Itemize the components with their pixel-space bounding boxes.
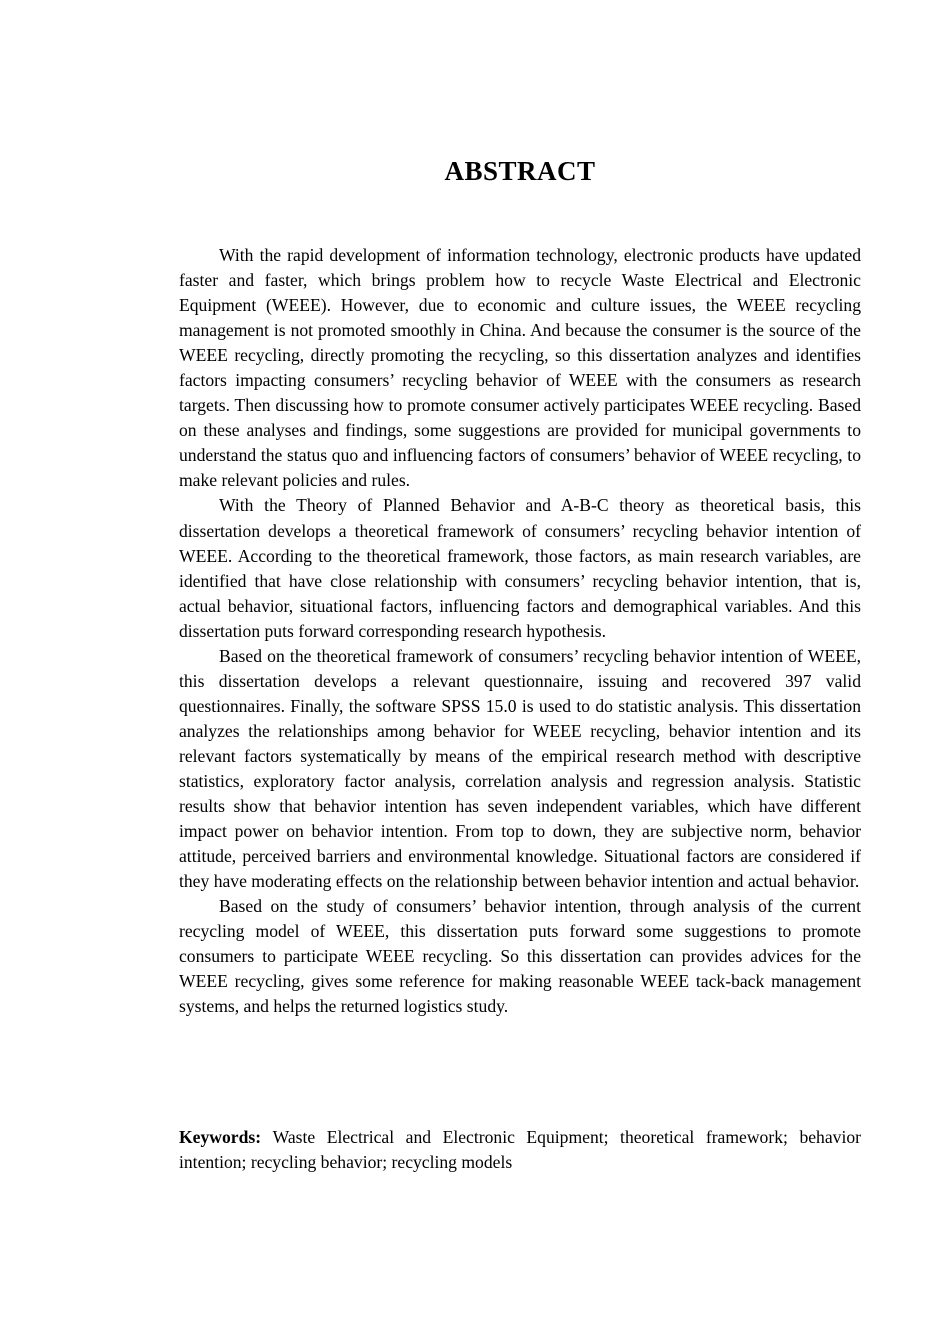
abstract-paragraph-3: Based on the theoretical framework of consumers’ recycling behavior intention of WEEE, this dissertation develops a relevant questionnaire, issuing and recovered 397 valid questionnaires. Finally, the software SPSS 15.0 is used to do statistic analysis. This dissertation analyzes the relationships among behavior for WEEE recycling, behavior intention and its relevant factors systematically by means of the empirical research method with descriptive statistics, exploratory factor analysis, correlation analysis and regression analysis. Statistic results show that behavior intention has seven independent variables, which have different impact power on behavior intention. From top to down, they are subjective norm, behavior attitude, perceived barriers and environmental knowledge. Situational factors are considered if they have moderating effects on the relationship between behavior intention and actual behavior. [179, 645, 861, 892]
page-title: ABSTRACT [444, 156, 596, 186]
abstract-paragraph-1: With the rapid development of information technology, electronic products have updated faster and faster, which brings problem how to recycle Waste Electrical and Electronic Equipment (WEEE). However, due to economic and culture issues, the WEEE recycling management is not promoted smoothly in China. And because the consumer is the source of the WEEE recycling, directly promoting the recycling, so this dissertation analyzes and identifies factors impacting consumers’ recycling behavior of WEEE with the consumers as research targets. Then discussing how to promote consumer actively participates WEEE recycling. Based on these analyses and findings, some suggestions are provided for municipal governments to understand the status quo and influencing factors of consumers’ behavior of WEEE recycling, to make relevant policies and rules. [179, 245, 861, 491]
abstract-paragraph-4: Based on the study of consumers’ behavior intention, through analysis of the current recycling model of WEEE, this dissertation puts forward some suggestions to promote consumers to participate WEEE recycling. So this dissertation can provides advices for the WEEE recycling, gives some reference for making reasonable WEEE tack-back management systems, and helps the returned logistics study. [179, 896, 861, 1017]
keywords-block [179, 1125, 861, 1175]
keywords-line [179, 1125, 861, 1175]
keywords-value: Waste Electrical and Electronic Equipment; theoretical framework; behavior intention; recycling behavior; recycling models [179, 1127, 861, 1173]
keywords-label: Keywords: [179, 1127, 273, 1147]
abstract-body [179, 243, 861, 1019]
abstract-paragraph-2: With the Theory of Planned Behavior and A-B-C theory as theoretical basis, this dissertation develops a theoretical framework of consumers’ recycling behavior intention of WEEE. According to the theoretical framework, those factors, as main research variables, are identified that have close relationship with consumers’ recycling behavior intention, that is, actual behavior, situational factors, influencing factors and demographical variables. And this dissertation puts forward corresponding research hypothesis. [179, 495, 861, 641]
